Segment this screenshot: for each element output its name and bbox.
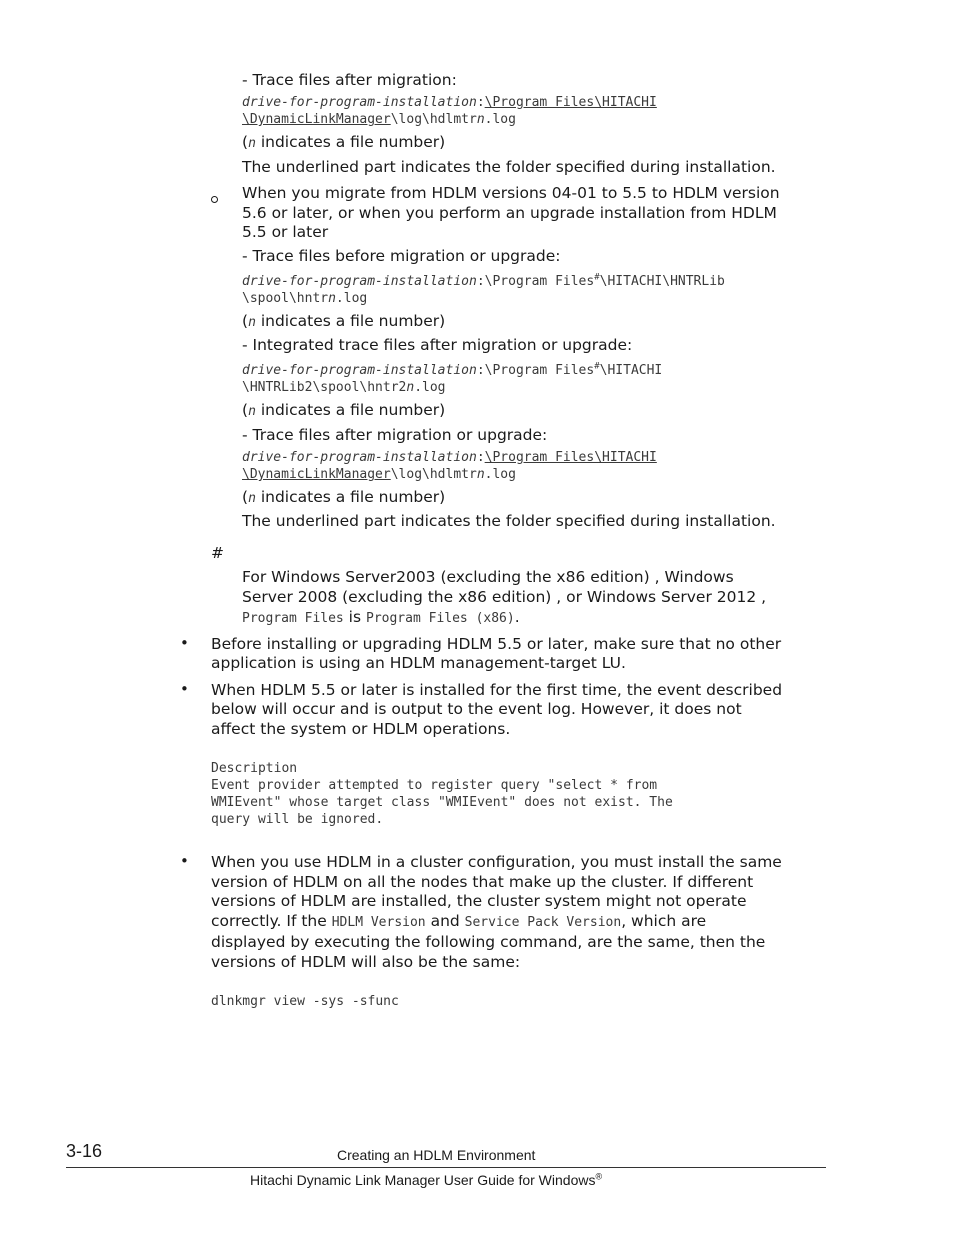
paren: ( bbox=[242, 488, 249, 506]
path-segment: \spool\hntr bbox=[242, 291, 329, 306]
chapter-title: Creating an HDLM Environment bbox=[337, 1147, 536, 1163]
trace-after-upgrade-path-line2 bbox=[242, 466, 516, 483]
path-segment: :\Program Files bbox=[476, 274, 595, 289]
bullet3-text: and bbox=[425, 912, 465, 930]
paren: ( bbox=[242, 401, 249, 419]
guide-title bbox=[250, 1172, 602, 1188]
bullet-icon: • bbox=[180, 852, 189, 870]
bullet3-line5: displayed by executing the following command, are the same, then the bbox=[211, 933, 766, 951]
bullet2-line1: When HDLM 5.5 or later is installed for the first time, the event described bbox=[211, 681, 783, 699]
trace-after-upgrade-label: - Trace files after migration or upgrade: bbox=[242, 426, 548, 444]
trace-after-migration-label: - Trace files after migration: bbox=[242, 71, 457, 89]
path-segment: .log bbox=[484, 112, 516, 127]
path-n-variable: n bbox=[406, 380, 415, 395]
path-drive-placeholder: drive-for-program-installation bbox=[242, 95, 477, 110]
trace-path-after-migration-line2 bbox=[242, 111, 516, 128]
migration-condition-line2: 5.6 or later, or when you perform an upgrade installation from HDLM bbox=[242, 204, 777, 222]
code-hdlm-version: HDLM Version bbox=[331, 915, 426, 930]
registered-mark: ® bbox=[595, 1171, 603, 1182]
path-underlined-part: \Program Files\HITACHI bbox=[484, 450, 657, 465]
event-code-line3: WMIEvent" whose target class "WMIEvent" does not exist. The bbox=[211, 795, 673, 810]
path-underlined-part: \DynamicLinkManager bbox=[242, 112, 391, 127]
path-n-variable: n bbox=[476, 112, 485, 127]
footnote-line3 bbox=[242, 607, 520, 629]
footnote-mark: # bbox=[594, 272, 600, 283]
footnote-mark: # bbox=[594, 361, 600, 372]
path-segment: \log\hdlmtr bbox=[390, 112, 477, 127]
bullet3-line2: version of HDLM on all the nodes that make up the cluster. If different bbox=[211, 873, 754, 891]
path-segment: .log bbox=[484, 467, 516, 482]
migration-condition-line1: When you migrate from HDLM versions 04-01 to 5.5 to HDLM version bbox=[242, 184, 780, 202]
path-drive-placeholder: drive-for-program-installation bbox=[242, 274, 477, 289]
event-code-line1: Description bbox=[211, 761, 298, 776]
trace-path-after-migration-line1 bbox=[242, 94, 657, 111]
path-segment: \HITACHI\HNTRLib bbox=[599, 274, 725, 289]
integrated-trace-path-line1 bbox=[242, 362, 662, 379]
footnote-marker: # bbox=[211, 544, 224, 562]
note-text: indicates a file number) bbox=[255, 312, 446, 330]
underline-note: The underlined part indicates the folder specified during installation. bbox=[242, 158, 776, 176]
path-underlined-part: \DynamicLinkManager bbox=[242, 467, 391, 482]
trace-before-label: - Trace files before migration or upgrade: bbox=[242, 247, 561, 265]
event-code-line4: query will be ignored. bbox=[211, 812, 384, 827]
n-variable: n bbox=[248, 404, 256, 419]
paren: ( bbox=[242, 133, 249, 151]
path-segment: .log bbox=[414, 380, 446, 395]
page-number: 3-16 bbox=[66, 1141, 103, 1161]
note-text: indicates a file number) bbox=[255, 401, 446, 419]
path-n-variable: n bbox=[328, 291, 336, 306]
code-program-files-x86: Program Files (x86) bbox=[366, 611, 515, 626]
footnote-line2: Server 2008 (excluding the x86 edition) , or Windows Server 2012 , bbox=[242, 588, 767, 606]
path-underlined-part: \Program Files\HITACHI bbox=[484, 95, 657, 110]
bullet2-line3: affect the system or HDLM operations. bbox=[211, 720, 511, 738]
bullet1-line1: Before installing or upgrading HDLM 5.5 or later, make sure that no other bbox=[211, 635, 782, 653]
path-segment: \HNTRLib2\spool\hntr2 bbox=[242, 380, 407, 395]
trace-before-path-line2 bbox=[242, 290, 367, 307]
note-text: indicates a file number) bbox=[255, 488, 446, 506]
bullet-icon: • bbox=[180, 634, 189, 652]
path-drive-placeholder: drive-for-program-installation bbox=[242, 450, 477, 465]
integrated-trace-label: - Integrated trace files after migration or upgrade: bbox=[242, 336, 633, 354]
file-number-note bbox=[242, 400, 445, 422]
code-service-pack-version: Service Pack Version bbox=[464, 915, 622, 930]
footnote-text: . bbox=[514, 608, 520, 626]
trace-before-path-line1 bbox=[242, 273, 725, 290]
bullet2-line2: below will occur and is output to the event log. However, it does not bbox=[211, 700, 742, 718]
path-drive-placeholder: drive-for-program-installation bbox=[242, 363, 477, 378]
note-text: indicates a file number) bbox=[255, 133, 446, 151]
footer-divider bbox=[66, 1167, 826, 1168]
path-colon: : bbox=[476, 95, 485, 110]
bullet3-line1: When you use HDLM in a cluster configuration, you must install the same bbox=[211, 853, 782, 871]
command-code: dlnkmgr view -sys -sfunc bbox=[211, 994, 399, 1009]
event-code-line2: Event provider attempted to register query "select * from bbox=[211, 778, 658, 793]
footnote-line1: For Windows Server2003 (excluding the x86 edition) , Windows bbox=[242, 568, 734, 586]
path-segment: \log\hdlmtr bbox=[390, 467, 477, 482]
n-variable: n bbox=[248, 136, 256, 151]
bullet3-line6: versions of HDLM will also be the same: bbox=[211, 953, 521, 971]
underline-note: The underlined part indicates the folder specified during installation. bbox=[242, 512, 776, 530]
n-variable: n bbox=[248, 315, 256, 330]
paren: ( bbox=[242, 312, 249, 330]
circle-bullet-icon bbox=[211, 188, 218, 207]
file-number-note bbox=[242, 311, 445, 333]
guide-title-text: Hitachi Dynamic Link Manager User Guide for Windows bbox=[250, 1172, 596, 1188]
path-segment: :\Program Files bbox=[476, 363, 595, 378]
bullet-icon: • bbox=[180, 680, 189, 698]
file-number-note bbox=[242, 132, 445, 154]
n-variable: n bbox=[248, 491, 256, 506]
path-segment: \HITACHI bbox=[599, 363, 663, 378]
bullet3-line3: versions of HDLM are installed, the cluster system might not operate bbox=[211, 892, 747, 910]
bullet1-line2: application is using an HDLM management-target LU. bbox=[211, 654, 626, 672]
path-segment: .log bbox=[335, 291, 368, 306]
file-number-note bbox=[242, 487, 445, 509]
bullet3-text: , which are bbox=[621, 912, 707, 930]
bullet3-line4 bbox=[211, 911, 706, 933]
bullet3-text: correctly. If the bbox=[211, 912, 332, 930]
footnote-text: is bbox=[343, 608, 366, 626]
path-colon: : bbox=[476, 450, 485, 465]
integrated-trace-path-line2 bbox=[242, 379, 446, 396]
migration-condition-line3: 5.5 or later bbox=[242, 223, 329, 241]
code-program-files: Program Files bbox=[242, 611, 344, 626]
path-n-variable: n bbox=[476, 467, 485, 482]
trace-after-upgrade-path-line1 bbox=[242, 449, 657, 466]
